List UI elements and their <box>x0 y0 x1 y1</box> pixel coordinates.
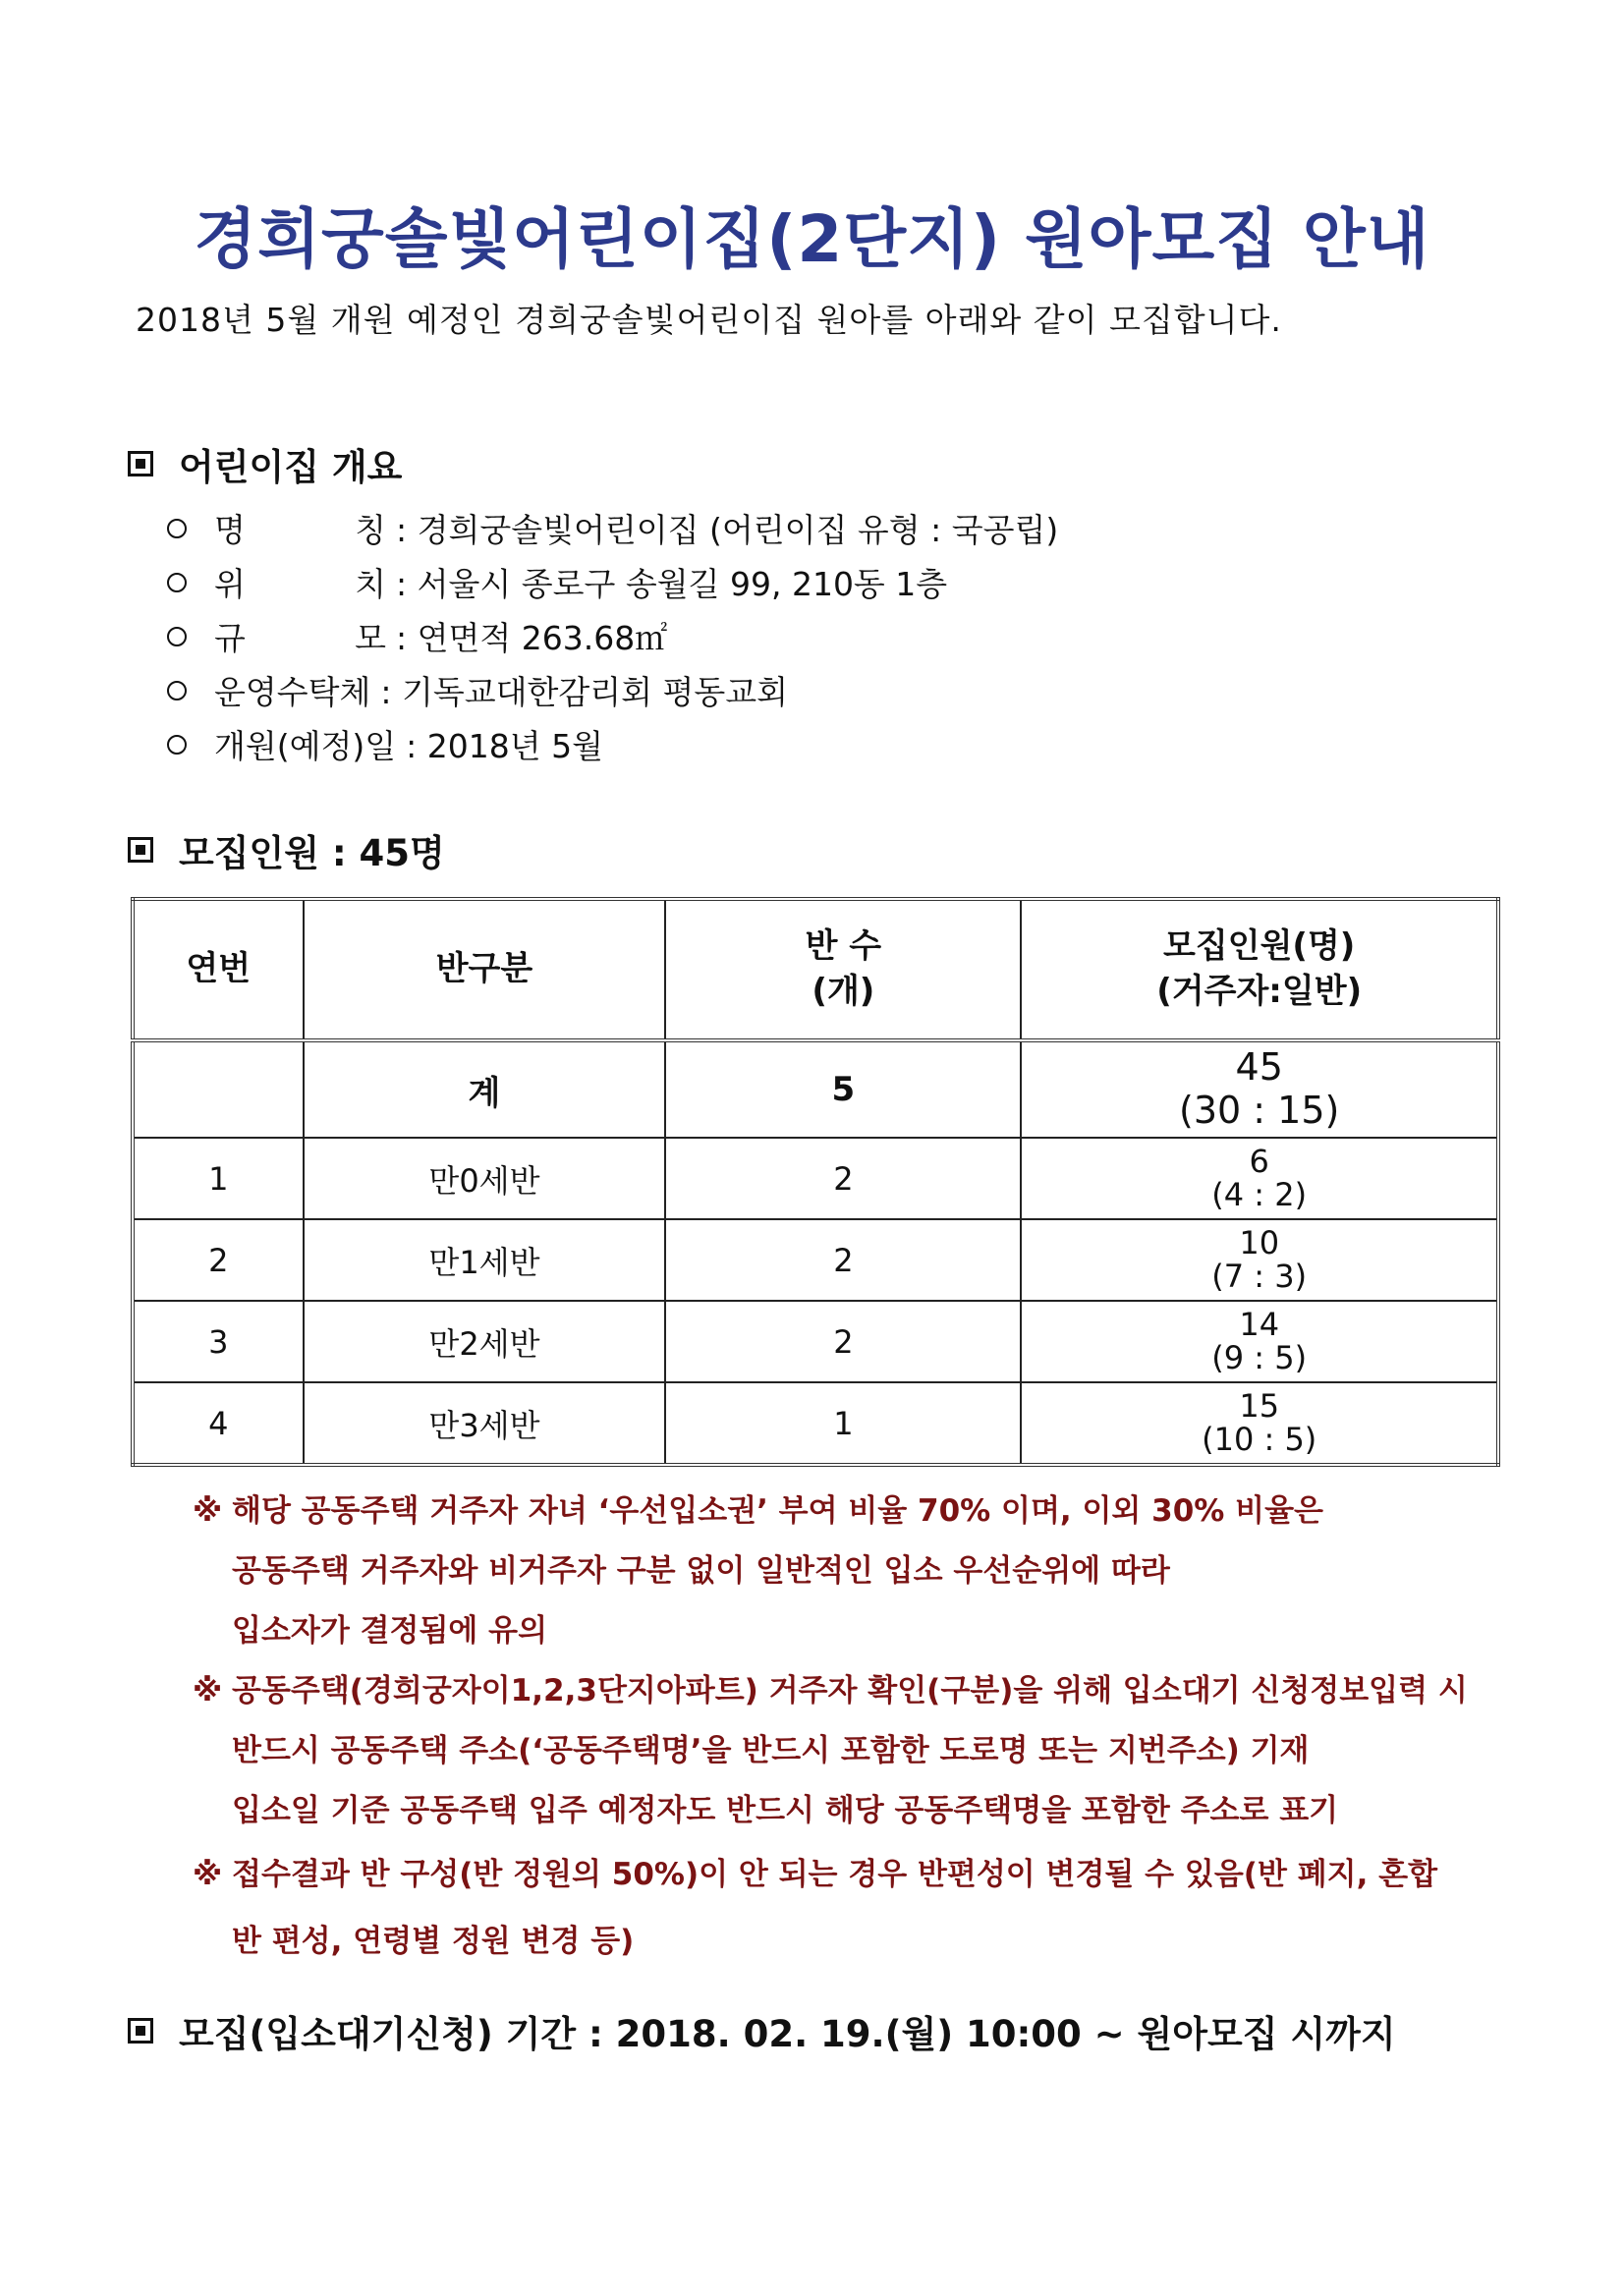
circle-bullet-icon <box>167 519 187 538</box>
reference-mark-icon: ※ <box>193 1493 223 1529</box>
cell-people: 6 (4 : 2) <box>1021 1138 1498 1219</box>
cell-class: 계 <box>304 1040 666 1138</box>
cell-count: 2 <box>665 1219 1021 1301</box>
table-row <box>133 1301 1498 1382</box>
section-overview-heading <box>128 437 402 490</box>
overview-value: : 서울시 종로구 송월길 99, 210동 1층 <box>396 565 948 603</box>
cell-no: 1 <box>133 1138 304 1219</box>
cell-class: 만3세반 <box>304 1382 666 1465</box>
overview-value: : 연면적 263.68㎡ <box>396 619 668 657</box>
table-row-total <box>133 1040 1498 1138</box>
table-row <box>133 1138 1498 1219</box>
overview-list <box>167 501 1058 771</box>
square-bullet-icon <box>128 451 153 476</box>
cell-count: 5 <box>665 1040 1021 1138</box>
overview-item-name <box>167 501 1058 555</box>
table-header-row <box>133 899 1498 1040</box>
overview-label: 운영수탁체 <box>214 673 371 711</box>
overview-value: : 경희궁솔빛어린이집 (어린이집 유형 : 국공립) <box>396 511 1059 549</box>
circle-bullet-icon <box>167 735 187 755</box>
cell-no: 3 <box>133 1301 304 1382</box>
section-recruit-title: 모집인원 : 45명 <box>179 832 445 874</box>
table-row <box>133 1219 1498 1301</box>
cell-no: 4 <box>133 1382 304 1465</box>
reference-mark-icon: ※ <box>193 1673 223 1708</box>
cell-people: 14 (9 : 5) <box>1021 1301 1498 1382</box>
col-header-no: 연번 <box>133 899 304 1040</box>
circle-bullet-icon <box>167 573 187 592</box>
page-title: 경희궁솔빛어린이집(2단지) 원아모집 안내 <box>194 201 1430 277</box>
reference-mark-icon: ※ <box>193 1857 223 1892</box>
cell-class: 만0세반 <box>304 1138 666 1219</box>
overview-label: 위 치 <box>214 565 386 603</box>
section-recruit-heading <box>128 823 445 876</box>
overview-value: : 기독교대한감리회 평동교회 <box>380 673 789 711</box>
overview-value: : 2018년 5월 <box>406 727 603 765</box>
overview-item-location <box>167 555 1058 609</box>
overview-label: 규 모 <box>214 619 386 657</box>
col-header-class: 반구분 <box>304 899 666 1040</box>
overview-item-opening <box>167 717 1058 771</box>
square-bullet-icon <box>128 2018 153 2044</box>
note-priority: ※ 해당 공동주택 거주자 자녀 ‘우선입소권’ 부여 비율 70% 이며, 이외 30% 비율은 공동주택 거주자와 비거주자 구분 없이 일반적인 입소 우선순위에 따라 입소자가 결정됨에 유의 <box>193 1482 1529 1661</box>
cell-no: 2 <box>133 1219 304 1301</box>
cell-class: 만1세반 <box>304 1219 666 1301</box>
section-overview-title: 어린이집 개요 <box>179 446 403 488</box>
overview-item-operator <box>167 663 1058 717</box>
note-class-change: ※ 접수결과 반 구성(반 정원의 50%)이 안 되는 경우 반편성이 변경될 수 있음(반 폐지, 혼합 반 편성, 연령별 정원 변경 등) <box>193 1841 1529 1975</box>
circle-bullet-icon <box>167 681 187 700</box>
overview-label: 명 칭 <box>214 511 386 549</box>
cell-people: 15 (10 : 5) <box>1021 1382 1498 1465</box>
circle-bullet-icon <box>167 627 187 646</box>
col-header-people: 모집인원(명) (거주자:일반) <box>1021 899 1498 1040</box>
section-period-title: 모집(입소대기신청) 기간 : 2018. 02. 19.(월) 10:00 ~ 원아모집 시까지 <box>179 2013 1396 2055</box>
overview-label: 개원(예정)일 <box>214 727 397 765</box>
cell-no <box>133 1040 304 1138</box>
notes-block <box>193 1482 1529 1975</box>
recruit-table <box>131 897 1500 1467</box>
col-header-count: 반 수 (개) <box>665 899 1021 1040</box>
note-address: ※ 공동주택(경희궁자이1,2,3단지아파트) 거주자 확인(구분)을 위해 입소대기 신청정보입력 시 반드시 공동주택 주소(‘공동주택명’을 반드시 포함한 도로명 또는 지번주소) 기재 입소일 기준 공동주택 입주 예정자도 반드시 해당 공동주택명을 포함한 주소로 표기 <box>193 1661 1529 1841</box>
cell-people: 10 (7 : 3) <box>1021 1219 1498 1301</box>
cell-count: 2 <box>665 1138 1021 1219</box>
overview-item-scale <box>167 609 1058 663</box>
cell-count: 2 <box>665 1301 1021 1382</box>
cell-class: 만2세반 <box>304 1301 666 1382</box>
table-row <box>133 1382 1498 1465</box>
page-subtitle: 2018년 5월 개원 예정인 경희궁솔빛어린이집 원아를 아래와 같이 모집합니다. <box>136 301 1282 339</box>
cell-people: 45 (30 : 15) <box>1021 1040 1498 1138</box>
square-bullet-icon <box>128 837 153 863</box>
section-period-heading <box>128 2004 1396 2057</box>
cell-count: 1 <box>665 1382 1021 1465</box>
